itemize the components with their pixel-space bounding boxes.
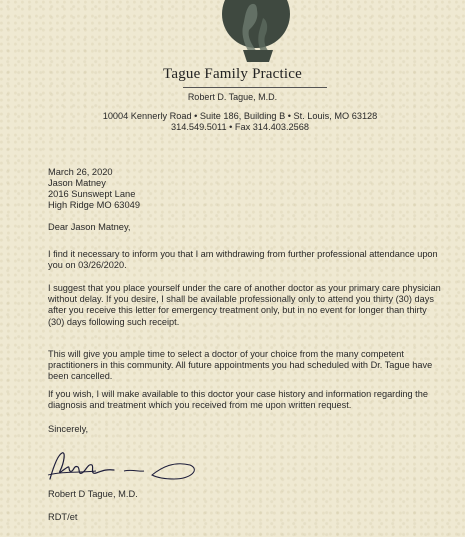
paragraph-line: after you receive this letter for emergency treatment only, but in no event for longer than thirty — [48, 305, 427, 316]
recipient-city-line: High Ridge MO 63049 — [48, 200, 140, 210]
practice-logo-icon — [213, 0, 299, 64]
paragraph-line: (30) days following such receipt. — [48, 316, 180, 327]
paragraph-new-doctor — [48, 283, 458, 328]
paragraph-line: diagnosis and treatment which you received from me upon written request. — [48, 400, 352, 411]
letter-date: March 26, 2020 — [48, 167, 113, 177]
practice-address: 10004 Kennerly Road • Suite 186, Building B • St. Louis, MO 63128 — [102, 111, 378, 121]
letterhead-divider — [183, 87, 327, 88]
paragraph-line: you on 03/26/2020. — [48, 260, 127, 271]
paragraph-line: If you wish, I will make available to this doctor your case history and information regarding the — [48, 389, 428, 399]
typist-initials: RDT/et — [48, 512, 78, 522]
practice-phone-fax: 314.549.5011 • Fax 314.403.2568 — [171, 122, 309, 132]
salutation: Dear Jason Matney, — [48, 222, 131, 232]
paragraph-line: been cancelled. — [48, 371, 113, 382]
closing: Sincerely, — [48, 424, 89, 434]
paragraph-line: I find it necessary to inform you that I am withdrawing from further professional attendance upon — [48, 249, 438, 259]
handwritten-signature-icon — [44, 445, 204, 485]
doctor-name: Robert D. Tague, M.D. — [187, 92, 278, 102]
paragraph-line: practitioners in this community. All future appointments you had scheduled with Dr. Tague have — [48, 360, 433, 371]
recipient-name: Jason Matney — [48, 178, 106, 188]
signer-name: Robert D Tague, M.D. — [48, 489, 138, 499]
paragraph-line: This will give you ample time to select a doctor of your choice from the many competent — [48, 349, 404, 359]
paragraph-withdrawal — [48, 249, 458, 271]
recipient-street: 2016 Sunswept Lane — [48, 189, 136, 199]
paragraph-line: I suggest that you place yourself under the care of another doctor as your primary care physician — [48, 283, 441, 293]
paragraph-line: without delay. If you desire, I shall be available professionally only to attend you thirty (30) days — [48, 294, 434, 305]
paragraph-appointments — [48, 349, 458, 383]
paragraph-records — [48, 389, 458, 411]
practice-name: Tague Family Practice — [163, 66, 302, 82]
